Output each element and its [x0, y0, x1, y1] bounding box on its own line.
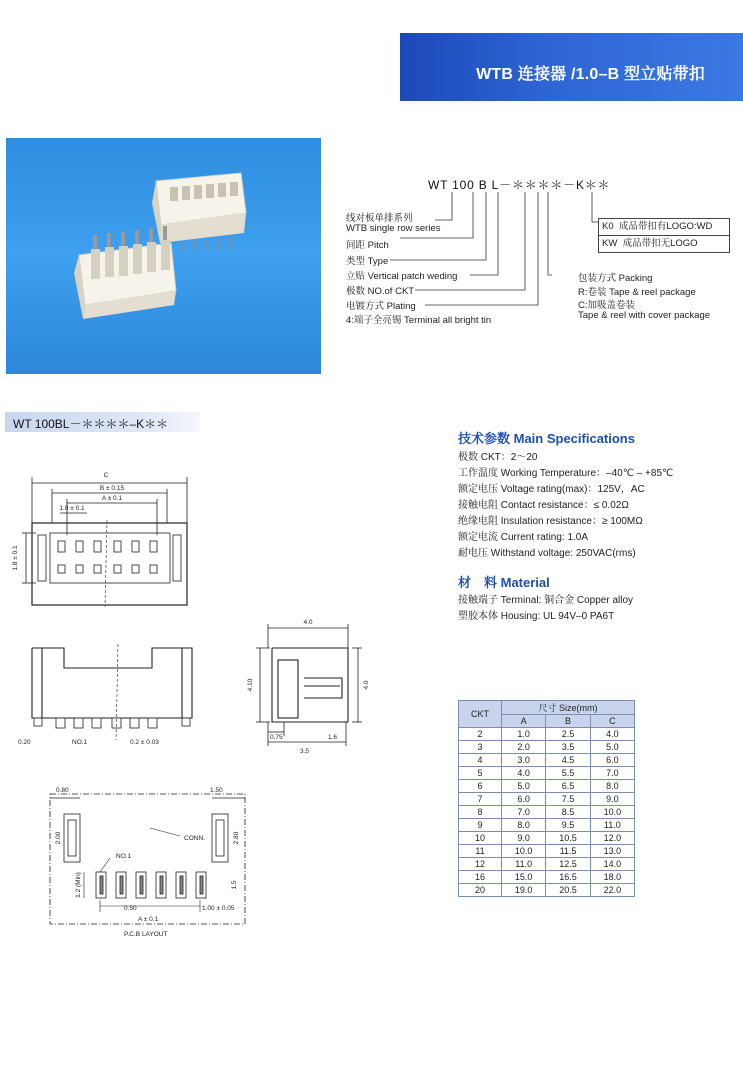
- dim-pcb-280: 2.80: [233, 831, 240, 845]
- option-kw-code: KW: [602, 238, 618, 249]
- page-title: WTB 连接器 /1.0–B 型立贴带扣: [476, 66, 705, 83]
- table-row: [459, 728, 635, 741]
- size-table-ckt-header: CKT: [459, 701, 502, 728]
- spec-temperature: 工作温度 Working Temperature：–40℃ – +85℃: [458, 468, 674, 479]
- table-cell: 6.0: [590, 754, 634, 767]
- label-pitch: 间距 Pitch: [346, 240, 389, 251]
- material-housing: 塑胶本体 Housing: UL 94V–0 PA6T: [458, 611, 615, 622]
- dim-side-h2: 4.0: [363, 680, 370, 690]
- size-table-col-a: A: [502, 715, 546, 728]
- table-row: [459, 845, 635, 858]
- table-cell-ckt: 4: [459, 754, 502, 767]
- front-view-drawing: [12, 640, 212, 750]
- table-row: [459, 806, 635, 819]
- side-view-drawing: [240, 618, 390, 758]
- table-cell: 15.0: [502, 871, 546, 884]
- table-cell: 13.0: [590, 845, 634, 858]
- dim-front-left: 0.20: [18, 739, 31, 746]
- dim-pcb-080: 0.80: [56, 787, 69, 794]
- table-cell: 9.5: [546, 819, 590, 832]
- table-cell-ckt: 7: [459, 793, 502, 806]
- spec-withstand: 耐电压 Withstand voltage: 250VAC(rms): [458, 548, 636, 559]
- table-cell: 22.0: [590, 884, 634, 897]
- table-cell: 9.0: [590, 793, 634, 806]
- table-cell: 8.0: [502, 819, 546, 832]
- dim-side-width: 4.0: [303, 619, 313, 626]
- table-cell: 12.0: [590, 832, 634, 845]
- table-row: [459, 793, 635, 806]
- table-row: [459, 871, 635, 884]
- spec-ckt: 极数 CKT：2～20: [458, 452, 538, 463]
- table-cell: 11.5: [546, 845, 590, 858]
- size-table: [458, 700, 635, 897]
- table-cell-ckt: 12: [459, 858, 502, 871]
- label-packing-r: R:卷装 Tape & reel package: [578, 287, 696, 298]
- material-heading: 材 料 Material: [458, 575, 550, 590]
- table-cell: 10.0: [502, 845, 546, 858]
- label-plating-detail: 4:端子全亮锡 Terminal all bright tin: [346, 315, 492, 326]
- size-table-body: [459, 728, 635, 897]
- table-row: [459, 858, 635, 871]
- dim-pitch: 1.0 ± 0.1: [59, 505, 85, 512]
- dim-pcb-a: A ± 0.1: [138, 916, 159, 923]
- table-cell: 5.5: [546, 767, 590, 780]
- series-label: WT 100BL－＊＊＊＊–K＊＊: [13, 417, 169, 431]
- dim-pcb-200: 2.00: [55, 831, 62, 845]
- dim-b: B ± 0.15: [99, 485, 125, 492]
- table-row: [459, 767, 635, 780]
- dim-side-d2: 1.6: [328, 734, 338, 741]
- table-cell-ckt: 3: [459, 741, 502, 754]
- table-cell: 11.0: [590, 819, 634, 832]
- size-table-col-c: C: [590, 715, 634, 728]
- table-cell-ckt: 6: [459, 780, 502, 793]
- part-number-decoder: [340, 170, 740, 330]
- option-kw: [598, 235, 730, 253]
- label-series-en: WTB single row series: [346, 223, 441, 234]
- table-cell: 11.0: [502, 858, 546, 871]
- option-kw-desc: 成品带扣无LOGO: [622, 238, 698, 249]
- table-cell-ckt: 8: [459, 806, 502, 819]
- label-series-cn: 线对板单排系列: [346, 213, 413, 224]
- table-row: [459, 741, 635, 754]
- size-table-col-b: B: [546, 715, 590, 728]
- table-cell: 7.0: [502, 806, 546, 819]
- product-photo: [6, 138, 321, 374]
- part-number-code: WT 100 B L－＊＊＊＊－K＊＊: [428, 178, 611, 192]
- label-packing: 包装方式 Packing: [578, 273, 653, 284]
- table-cell: 7.0: [590, 767, 634, 780]
- table-row: [459, 780, 635, 793]
- table-cell: 6.5: [546, 780, 590, 793]
- dim-pcb-min: 1.2 (Min): [75, 872, 82, 898]
- dim-pcb-150: 1.50: [210, 787, 223, 794]
- header-banner: [400, 33, 743, 101]
- spec-contact-resistance: 接触电阻 Contact resistance：≤ 0.02Ω: [458, 500, 629, 511]
- table-cell: 3.5: [546, 741, 590, 754]
- table-cell: 19.0: [502, 884, 546, 897]
- dim-side-h1: 4.10: [247, 678, 254, 692]
- main-specs: [458, 428, 635, 447]
- label-packing-c-en: Tape & reel with cover package: [578, 310, 711, 321]
- table-cell: 5.0: [590, 741, 634, 754]
- table-cell-ckt: 20: [459, 884, 502, 897]
- label-packing-c: C:加吸盖卷装: [578, 300, 636, 311]
- label-type: 类型 Type: [346, 256, 389, 267]
- connector-photo-illustration: [6, 138, 321, 374]
- table-cell: 8.5: [546, 806, 590, 819]
- table-cell: 18.0: [590, 871, 634, 884]
- table-row: [459, 832, 635, 845]
- table-cell: 16.5: [546, 871, 590, 884]
- dim-pcb-15: 1.5: [231, 880, 238, 890]
- option-k0: [598, 218, 730, 236]
- table-cell: 8.0: [590, 780, 634, 793]
- size-table-group-header: 尺寸 Size(mm): [502, 701, 635, 715]
- dim-height: 1.8 ± 0.1: [12, 545, 19, 571]
- table-cell: 2.5: [546, 728, 590, 741]
- table-row: [459, 754, 635, 767]
- dim-front-pin: 0.2 ± 0.03: [130, 739, 159, 746]
- dim-front-no1: NO.1: [72, 739, 88, 746]
- table-row: [459, 819, 635, 832]
- table-cell: 10.0: [590, 806, 634, 819]
- dim-side-d3: 3.5: [300, 748, 310, 755]
- table-cell: 1.0: [502, 728, 546, 741]
- table-cell: 3.0: [502, 754, 546, 767]
- table-cell: 6.0: [502, 793, 546, 806]
- table-cell: 4.0: [590, 728, 634, 741]
- dim-pcb-pitch: 1.00 ± 0.05: [202, 905, 235, 912]
- spec-insulation-resistance: 绝缘电阻 Insulation resistance：≥ 100MΩ: [458, 516, 643, 527]
- main-specs-heading: 技术参数 Main Specifications: [458, 431, 635, 446]
- table-cell: 4.0: [502, 767, 546, 780]
- label-ckt: 极数 NO.of CKT: [346, 286, 415, 297]
- table-cell-ckt: 9: [459, 819, 502, 832]
- label-pcb-no1: NO.1: [116, 853, 132, 860]
- option-k0-desc: 成品带扣有LOGO:WD: [618, 221, 713, 232]
- material-terminal: 接触端子 Terminal: 铜合金 Copper alloy: [458, 595, 634, 606]
- table-row: [459, 884, 635, 897]
- spec-current: 额定电流 Current rating: 1.0A: [458, 532, 589, 543]
- dim-pcb-050: 0.50: [124, 905, 137, 912]
- label-vertical: 立贴 Vertical patch weding: [346, 271, 458, 282]
- series-label-bar: [5, 412, 200, 432]
- dim-a: A ± 0.1: [101, 495, 123, 502]
- table-cell: 14.0: [590, 858, 634, 871]
- table-cell: 10.5: [546, 832, 590, 845]
- pcb-layout-title: P.C.B LAYOUT: [124, 931, 168, 938]
- top-view-drawing: [12, 465, 212, 610]
- table-cell: 12.5: [546, 858, 590, 871]
- table-cell-ckt: 2: [459, 728, 502, 741]
- option-k0-code: K0: [602, 221, 614, 232]
- table-cell-ckt: 11: [459, 845, 502, 858]
- table-cell: 2.0: [502, 741, 546, 754]
- table-cell: 9.0: [502, 832, 546, 845]
- dim-side-d1: 0.75: [270, 734, 283, 741]
- dim-c: C: [103, 472, 109, 479]
- pcb-layout-drawing: [20, 780, 260, 945]
- label-pcb-conn: CONN.: [184, 835, 205, 842]
- spec-voltage: 额定电压 Voltage rating(max)：125V，AC: [458, 484, 645, 495]
- table-cell-ckt: 5: [459, 767, 502, 780]
- table-cell-ckt: 10: [459, 832, 502, 845]
- table-cell: 7.5: [546, 793, 590, 806]
- label-plating: 电镀方式 Plating: [346, 301, 416, 312]
- table-cell: 4.5: [546, 754, 590, 767]
- table-cell: 5.0: [502, 780, 546, 793]
- table-cell: 20.5: [546, 884, 590, 897]
- table-cell-ckt: 16: [459, 871, 502, 884]
